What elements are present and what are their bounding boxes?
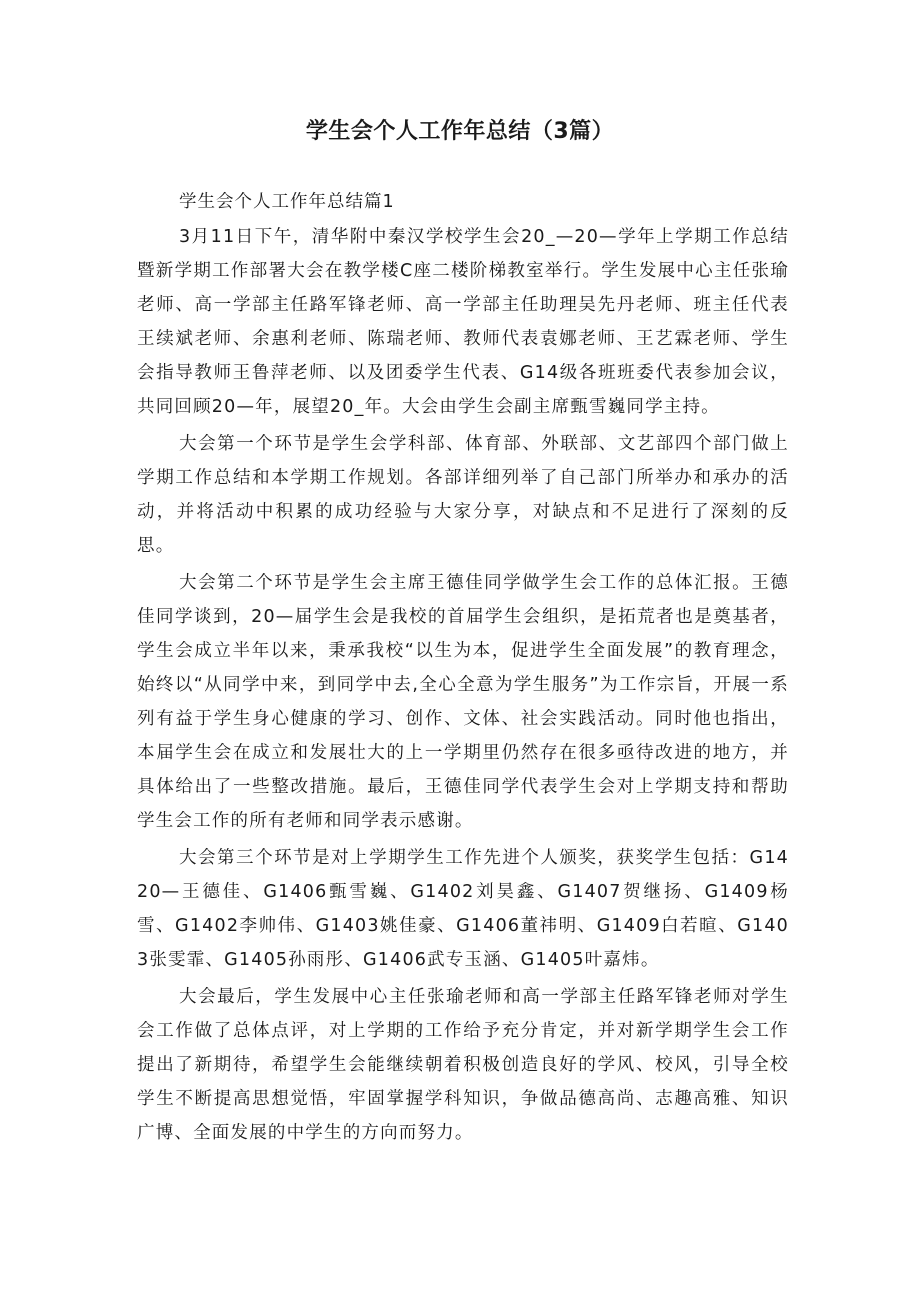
paragraph-1: 3月11日下午，清华附中秦汉学校学生会20_—20—学年上学期工作总结暨新学期工作部署大会在教学楼C座二楼阶梯教室举行。学生发展中心主任张瑜老师、高一学部主任路军锋老师、高一学部主任助理吴先丹老师、班主任代表王续斌老师、余惠利老师、陈瑞老师、教师代表袁娜老师、王艺霖老师、学生会指导教师王鲁萍老师、以及团委学生代表、G14级各班班委代表参加会议，共同回顾20—年，展望20_年。大会由学生会副主席甄雪巍同学主持。 bbox=[137, 227, 789, 417]
paragraph-3: 大会第二个环节是学生会主席王德佳同学做学生会工作的总体汇报。王德佳同学谈到，20—届学生会是我校的首届学生会组织，是拓荒者也是奠基者，学生会成立半年以来，秉承我校“以生为本，促进学生全面发展”的教育理念，始终以“从同学中来，到同学中去,全心全意为学生服务”为工作宗旨，开展一系列有益于学生身心健康的学习、创作、文体、社会实践活动。同时他也指出，本届学生会在成立和发展壮大的上一学期里仍然存在很多亟待改进的地方，并具体给出了一些整改措施。最后，王德佳同学代表学生会对上学期支持和帮助学生会工作的所有老师和同学表示感谢。 bbox=[137, 573, 789, 831]
paragraph-4: 大会第三个环节是对上学期学生工作先进个人颁奖，获奖学生包括：G1420—王德佳、G1406甄雪巍、G1402刘昊鑫、G1407贺继扬、G1409杨雪、G1402李帅伟、G1403姚佳豪、G1406董祎明、G1409白若暄、G1403张雯霏、G1405孙雨彤、G1406武专玉涵、G1405叶嘉炜。 bbox=[137, 848, 789, 970]
paragraph-2: 大会第一个环节是学生会学科部、体育部、外联部、文艺部四个部门做上学期工作总结和本学期工作规划。各部详细列举了自己部门所举办和承办的活动，并将活动中积累的成功经验与大家分享，对缺点和不足进行了深刻的反思。 bbox=[137, 434, 789, 556]
paragraph-5: 大会最后，学生发展中心主任张瑜老师和高一学部主任路军锋老师对学生会工作做了总体点评，对上学期的工作给予充分肯定，并对新学期学生会工作提出了新期待，希望学生会能继续朝着积极创造良好的学风、校风，引导全校学生不断提高思想觉悟，牢固掌握学科知识，争做品德高尚、志趣高雅、知识广博、全面发展的中学生的方向而努力。 bbox=[137, 987, 789, 1143]
document-title: 学生会个人工作年总结（3篇） bbox=[305, 119, 615, 144]
document-body bbox=[137, 185, 789, 1153]
section-heading: 学生会个人工作年总结篇1 bbox=[179, 192, 395, 212]
